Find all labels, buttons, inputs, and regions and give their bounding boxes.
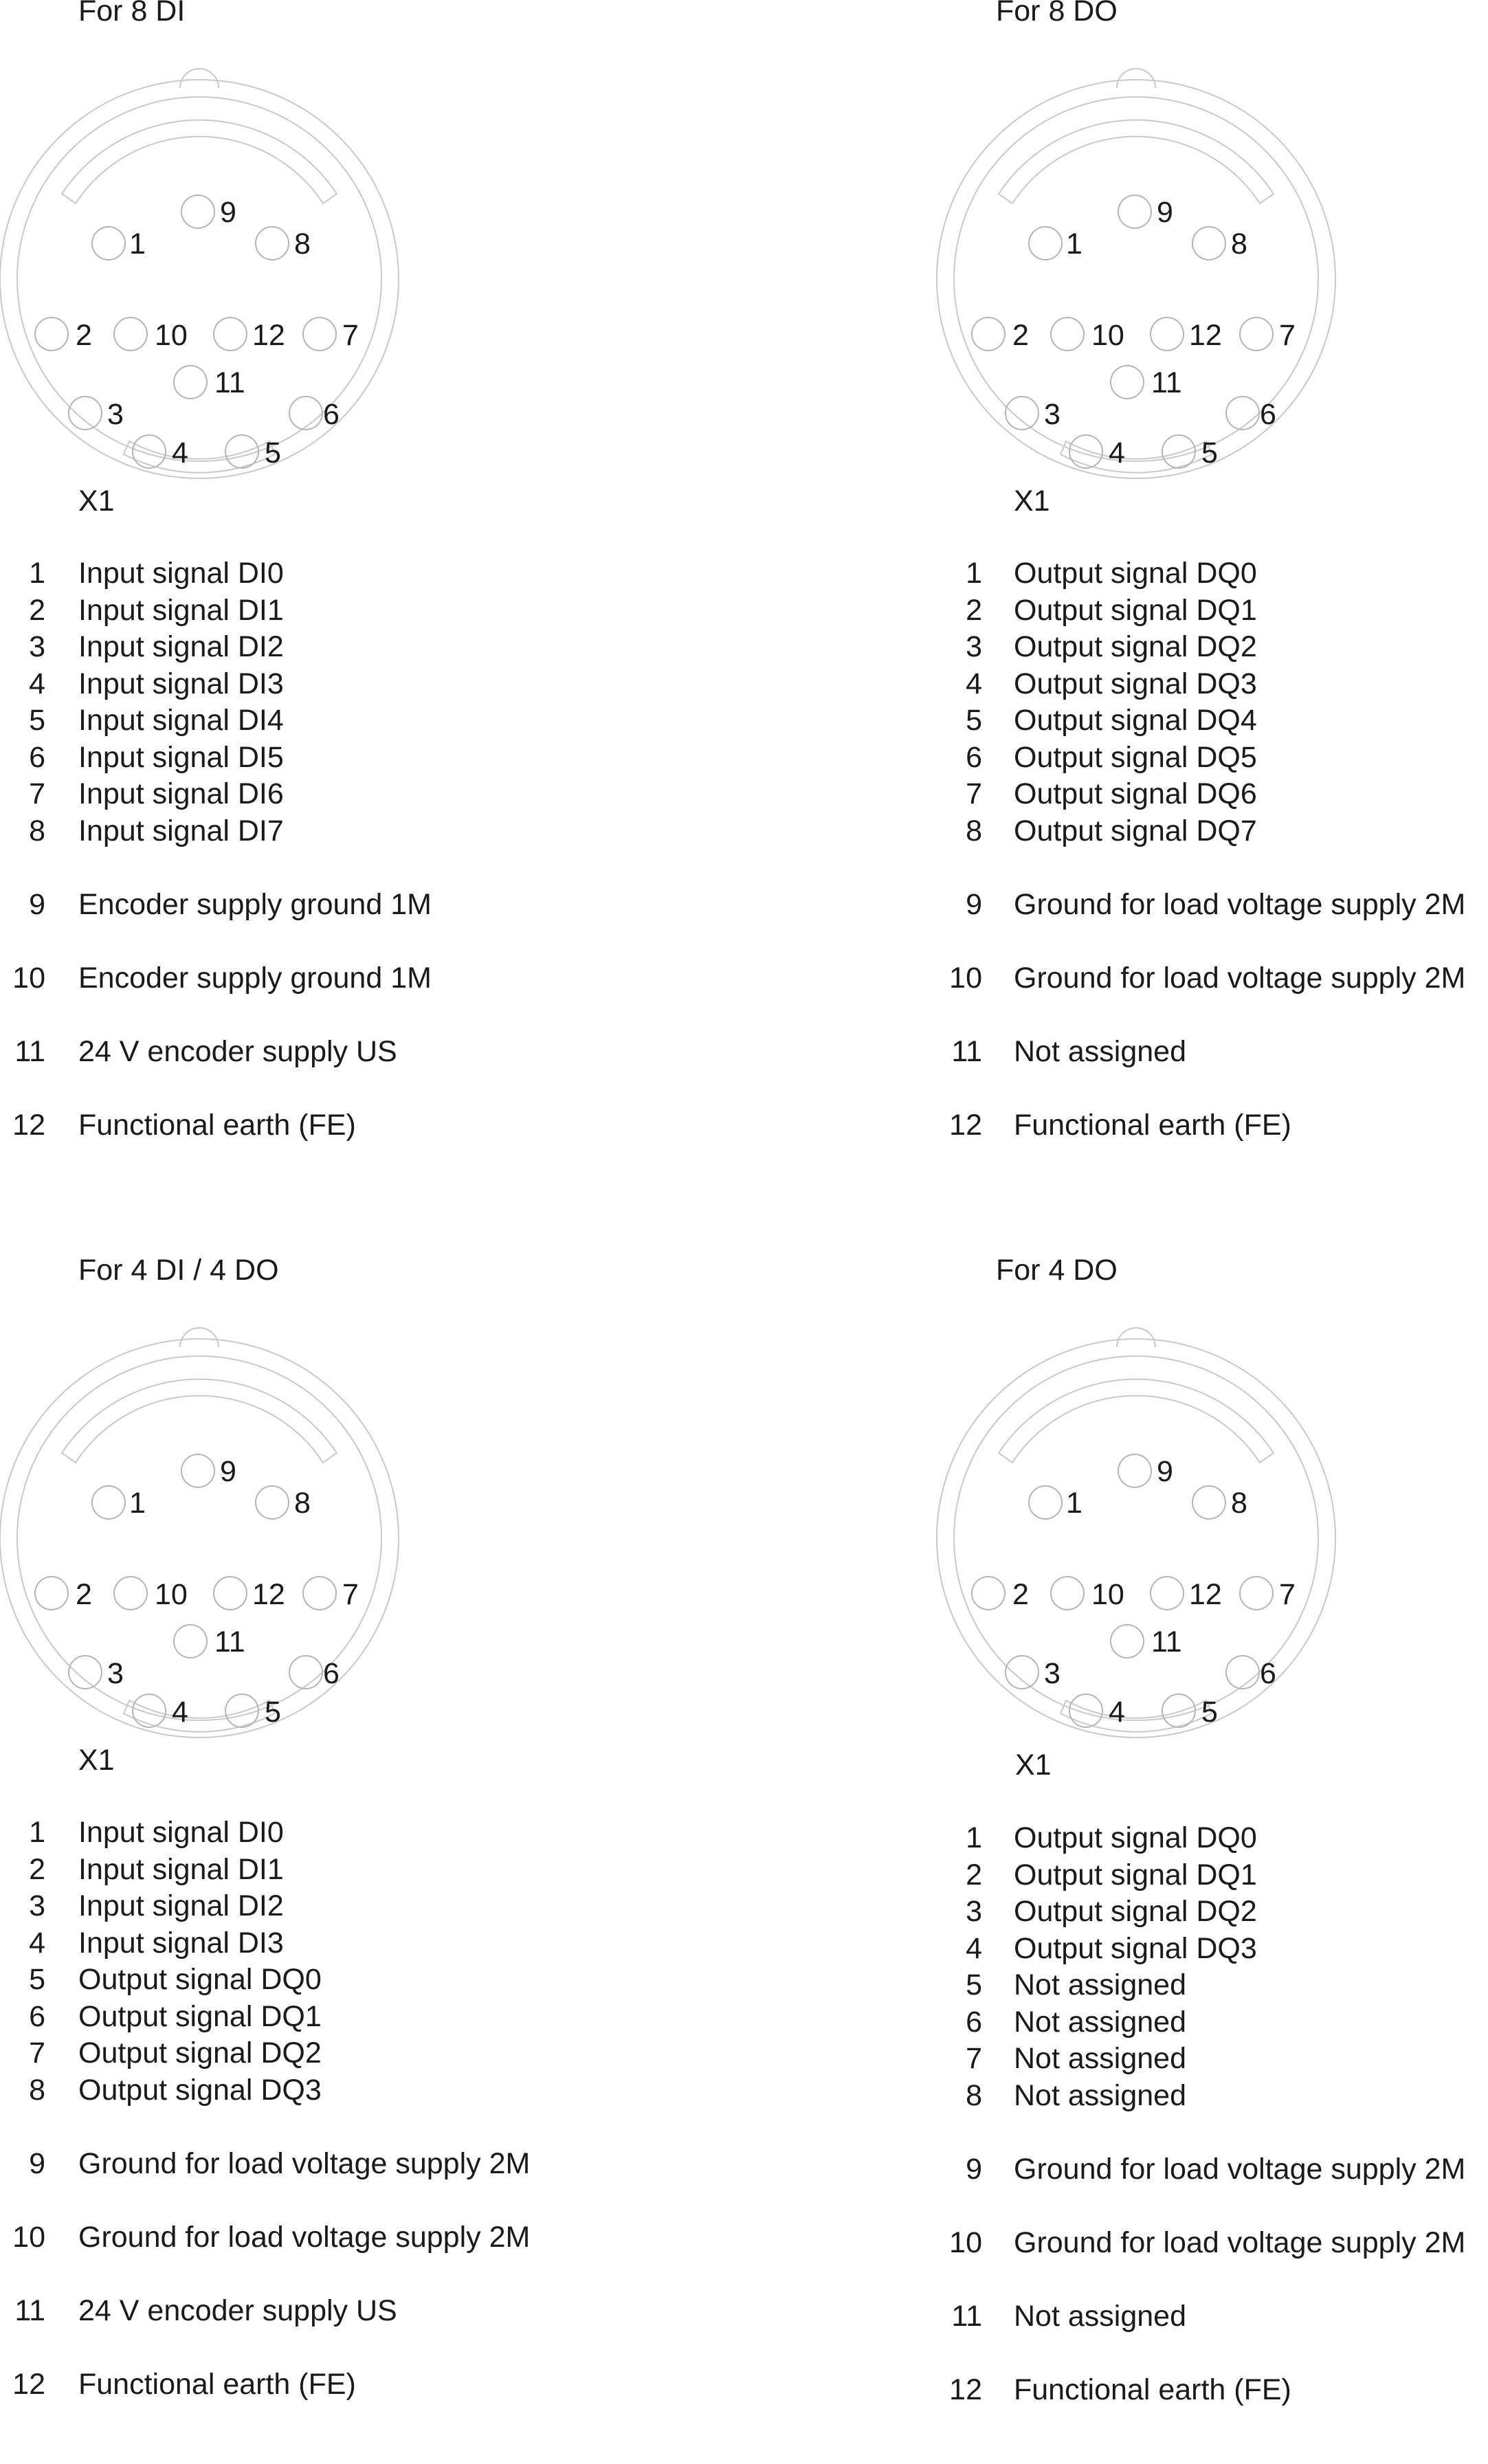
pin-description: Not assigned [1014,2299,1186,2333]
pin-hole-3 [69,397,102,430]
pin-number-label: 1 [129,1487,146,1520]
pin-row [937,1968,1488,2006]
pin-row [0,2147,744,2184]
pin-number: 7 [29,777,45,810]
pin-hole-7 [303,318,336,351]
pin-description: Input signal DI4 [78,704,284,737]
pin-number: 5 [29,1963,45,1996]
pin-number: 1 [29,1816,45,1849]
pin-number-label: 6 [1260,398,1276,431]
pin-hole-11 [174,1625,207,1658]
pin-number: 2 [966,1858,982,1891]
pin-description: Input signal DI7 [78,814,284,847]
pin-row [0,1035,744,1072]
pin-hole-8 [256,227,289,260]
upper-arc-segment [62,1379,337,1463]
pin-number: 7 [966,777,982,810]
pin-description: Not assigned [1014,1968,1186,2001]
pin-number-label: 3 [107,1657,124,1690]
pin-row [0,557,744,594]
pin-number: 3 [966,1895,982,1928]
panel-title: For 4 DO [996,1254,1118,1287]
pin-number: 10 [12,2220,45,2254]
pin-assignment-list [937,1821,1488,2410]
pin-number-label: 1 [1066,227,1082,260]
pin-description: Encoder supply ground 1M [78,887,432,921]
pin-hole-2 [35,1577,68,1610]
pin-description: Output signal DQ1 [78,1999,322,2033]
pin-number: 4 [966,1931,982,1965]
coding-key-notch [180,1328,219,1347]
pin-row [937,1932,1488,1969]
pin-row [0,594,744,631]
pin-hole-5 [1162,1694,1195,1727]
pin-number: 12 [12,1108,45,1142]
pin-number-label: 5 [1201,436,1218,469]
pin-number: 11 [951,2299,982,2333]
pin-hole-3 [69,1656,102,1689]
pin-row [937,1858,1488,1896]
connector-face-diagram [937,59,1342,469]
pin-number-label: 9 [1157,1455,1173,1488]
pin-hole-6 [1226,397,1259,430]
pin-row [937,888,1488,925]
pin-number-label: 12 [252,1578,285,1611]
pin-hole-9 [1118,1454,1151,1487]
pin-hole-4 [133,1694,166,1727]
pin-row [0,814,744,852]
connector-diagram [0,1318,406,1729]
pin-description: Input signal DI0 [78,1816,284,1849]
pin-number-label: 12 [1189,319,1222,352]
connector-face-diagram [937,1318,1342,1729]
pin-number: 3 [29,630,45,663]
pin-assignment-list [0,557,744,1145]
pin-number-label: 7 [342,1578,359,1611]
connector-designation: X1 [1014,485,1050,518]
pin-hole-3 [1006,1656,1039,1689]
pin-row [937,2373,1488,2410]
pin-number: 6 [966,740,982,774]
pin-number: 11 [951,1034,982,1068]
pin-hole-3 [1006,397,1039,430]
pin-number-label: 10 [1091,1578,1124,1611]
pin-number-label: 8 [1231,227,1247,260]
pin-number-label: 4 [1109,1696,1125,1729]
pin-hole-7 [1240,318,1273,351]
pin-assignment-list [0,1816,744,2404]
connector-designation: X1 [78,1744,115,1777]
pin-number-label: 6 [1260,1657,1276,1690]
pin-number-label: 10 [1091,319,1124,352]
pin-assignment-list [937,557,1488,1145]
pin-number-label: 9 [1157,196,1173,229]
pin-row [937,814,1488,852]
connector-diagram [0,59,406,469]
pin-description: Output signal DQ5 [1014,740,1257,774]
pin-hole-10 [1051,318,1084,351]
pin-description: Output signal DQ2 [1014,630,1257,663]
pin-description: 24 V encoder supply US [78,1034,397,1068]
pin-row [937,704,1488,741]
pin-assignment-panel [0,1254,744,2464]
pin-hole-12 [214,1577,247,1610]
pin-number-label: 12 [252,319,285,352]
pin-number-label: 2 [76,1578,92,1611]
pin-number-label: 7 [1279,319,1296,352]
pin-number-label: 4 [172,1696,188,1729]
pin-hole-1 [1029,227,1062,260]
pin-number-label: 9 [220,1455,236,1488]
connector-diagram [937,59,1342,469]
pin-number-label: 10 [155,319,188,352]
pin-row [937,2300,1488,2337]
pin-number: 1 [29,557,45,590]
pin-description: Input signal DI1 [78,1852,284,1886]
coding-key-notch [1117,1328,1155,1347]
pin-number: 4 [29,667,45,700]
pin-row [0,1109,744,1146]
connector-face-diagram [0,59,406,469]
pin-hole-9 [181,1454,214,1487]
pin-hole-7 [303,1577,336,1610]
pin-number: 12 [949,2373,982,2406]
pin-description: Output signal DQ0 [1014,1821,1257,1854]
pin-row [0,741,744,778]
pin-row [937,594,1488,631]
pin-description: Output signal DQ2 [1014,1895,1257,1928]
pin-hole-2 [972,318,1005,351]
coding-key-notch [1117,69,1155,88]
pin-row [0,1963,744,2000]
pin-hole-4 [133,435,166,468]
pin-hole-10 [1051,1577,1084,1610]
pin-description: Not assigned [1014,2042,1186,2075]
pin-description: Input signal DI2 [78,630,284,663]
pin-row [0,704,744,741]
pin-row [937,2079,1488,2116]
pin-row [0,2368,744,2405]
pin-number-label: 3 [1044,398,1061,431]
pin-row [937,777,1488,814]
pin-hole-2 [35,318,68,351]
pin-description: Input signal DI0 [78,557,284,590]
pin-row [0,2221,744,2258]
pin-description: Input signal DI2 [78,1889,284,1922]
pin-number-label: 11 [214,1625,245,1658]
pin-number: 9 [29,887,45,921]
pin-hole-4 [1069,435,1102,468]
pin-description: Input signal DI5 [78,740,284,774]
pin-number-label: 2 [76,319,92,352]
pin-assignment-panel [937,0,1488,1205]
pin-row [937,1895,1488,1932]
pin-description: Ground for load voltage supply 2M [1014,961,1466,995]
pin-number: 2 [966,593,982,627]
pin-description: Output signal DQ1 [1014,1858,1257,1891]
pin-row [937,1821,1488,1858]
pin-number: 10 [949,961,982,995]
pin-number: 7 [29,2036,45,2069]
pin-number: 6 [29,740,45,774]
pin-description: Not assigned [1014,2005,1186,2039]
pin-number: 2 [29,593,45,627]
pin-row [937,2226,1488,2263]
pin-hole-11 [1111,366,1144,399]
pin-number-label: 1 [129,227,146,260]
connector-designation: X1 [1015,1749,1052,1782]
pin-row [937,557,1488,594]
pin-number: 12 [949,1108,982,1142]
pin-description: Output signal DQ3 [78,2073,322,2107]
pin-description: Input signal DI3 [78,667,284,700]
pin-hole-5 [225,1694,258,1727]
pin-number: 8 [29,2073,45,2107]
pin-number: 1 [966,1821,982,1854]
pin-description: Output signal DQ1 [1014,593,1257,627]
pin-number-label: 5 [265,436,281,469]
pin-number: 2 [29,1852,45,1886]
pin-number: 3 [29,1889,45,1922]
pin-number: 5 [29,704,45,737]
pin-row [937,667,1488,704]
pin-number-label: 6 [323,398,340,431]
pin-number-label: 11 [1151,1625,1182,1658]
pin-number: 4 [29,1926,45,1960]
pin-number-label: 8 [294,227,311,260]
pin-number-label: 4 [1109,436,1125,469]
pin-hole-1 [92,1486,125,1519]
pin-row [937,630,1488,667]
pin-row [0,667,744,704]
pin-number-label: 12 [1189,1578,1222,1611]
pin-hole-1 [1029,1486,1062,1519]
pin-number: 11 [14,2294,45,2327]
pin-hole-12 [1151,318,1184,351]
pin-description: Output signal DQ0 [1014,557,1257,590]
pin-number: 5 [966,1968,982,2001]
pin-number-label: 9 [220,196,236,229]
pin-number: 3 [966,630,982,663]
pin-row [0,962,744,999]
pin-hole-2 [972,1577,1005,1610]
pin-description: Functional earth (FE) [1014,1108,1291,1142]
pin-number: 8 [29,814,45,847]
pin-description: Output signal DQ3 [1014,1931,1257,1965]
pin-assignment-panel [0,0,744,1205]
panel-title: For 8 DO [996,0,1118,27]
pin-number-label: 11 [1151,366,1182,399]
pin-description: Functional earth (FE) [78,2367,356,2401]
pin-number-label: 1 [1066,1487,1082,1520]
upper-arc-segment [62,120,337,203]
pin-number-label: 10 [155,1578,188,1611]
pin-description: Output signal DQ6 [1014,777,1257,810]
panel-title: For 8 DI [78,0,186,27]
pin-hole-11 [1111,1625,1144,1658]
pin-number: 4 [966,667,982,700]
pin-number-label: 7 [1279,1578,1296,1611]
pin-row [0,1816,744,1853]
pin-description: Ground for load voltage supply 2M [78,2146,531,2180]
pin-description: Input signal DI1 [78,593,284,627]
pin-row [0,630,744,667]
pin-description: Output signal DQ7 [1014,814,1257,847]
pin-hole-6 [289,1656,322,1689]
pin-number: 7 [966,2042,982,2075]
pin-row [937,741,1488,778]
pin-row [937,2153,1488,2190]
pin-hole-11 [174,366,207,399]
pin-row [937,962,1488,999]
pin-description: Output signal DQ0 [78,1963,322,1996]
pin-description: Output signal DQ4 [1014,704,1257,737]
pin-number-label: 5 [265,1696,281,1729]
pin-row [0,1853,744,1890]
pin-number: 6 [966,2005,982,2039]
pin-number-label: 8 [294,1487,311,1520]
pin-description: Ground for load voltage supply 2M [78,2220,531,2254]
pin-row [937,2042,1488,2079]
pin-number-label: 11 [214,366,245,399]
pin-row [0,1927,744,1964]
pin-hole-12 [1151,1577,1184,1610]
pin-hole-6 [289,397,322,430]
pin-description: Ground for load voltage supply 2M [1014,2152,1466,2186]
pin-description: Ground for load voltage supply 2M [1014,887,1466,921]
pin-description: 24 V encoder supply US [78,2294,397,2327]
pin-description: Input signal DI6 [78,777,284,810]
pin-description: Encoder supply ground 1M [78,961,432,995]
pin-description: Ground for load voltage supply 2M [1014,2226,1466,2259]
pin-row [937,1035,1488,1072]
pin-number: 10 [12,961,45,995]
pin-number: 8 [966,2078,982,2112]
upper-arc-segment [999,120,1274,203]
pin-description: Output signal DQ3 [1014,667,1257,700]
pin-hole-9 [181,195,214,228]
pin-hole-5 [1162,435,1195,468]
pin-hole-8 [1192,227,1225,260]
connector-face-diagram [0,1318,406,1729]
pin-number-label: 6 [323,1657,340,1690]
pin-hole-8 [256,1486,289,1519]
pin-hole-6 [1226,1656,1259,1689]
pin-number-label: 7 [342,319,359,352]
pin-number-label: 2 [1012,319,1029,352]
pin-hole-4 [1069,1694,1102,1727]
pin-row [937,1109,1488,1146]
pin-hole-10 [114,1577,147,1610]
pin-row [0,2074,744,2111]
pin-number: 10 [949,2226,982,2259]
pin-description: Not assigned [1014,1034,1186,1068]
pin-number: 5 [966,704,982,737]
pin-hole-9 [1118,195,1151,228]
pin-assignment-panel [937,1254,1488,2464]
pin-row [0,888,744,925]
pin-hole-5 [225,435,258,468]
pin-number-label: 4 [172,436,188,469]
pin-row [0,2294,744,2331]
pin-number-label: 8 [1231,1487,1247,1520]
coding-key-notch [180,69,219,88]
pin-hole-8 [1192,1486,1225,1519]
pin-description: Not assigned [1014,2078,1186,2112]
pin-number: 6 [29,1999,45,2033]
pin-row [0,2036,744,2074]
pin-description: Functional earth (FE) [1014,2373,1291,2406]
pin-row [0,1889,744,1927]
pin-number: 8 [966,814,982,847]
pin-number: 1 [966,557,982,590]
pin-number-label: 3 [1044,1657,1061,1690]
pin-description: Output signal DQ2 [78,2036,322,2069]
pin-description: Input signal DI3 [78,1926,284,1960]
pin-number: 9 [29,2146,45,2180]
connector-diagram [937,1318,1342,1729]
pin-description: Functional earth (FE) [78,1108,356,1142]
pin-row [937,2006,1488,2043]
pin-hole-12 [214,318,247,351]
connector-designation: X1 [78,485,115,518]
pin-row [0,2000,744,2037]
pin-row [0,777,744,814]
pin-number-label: 3 [107,398,124,431]
pin-number-label: 5 [1201,1696,1218,1729]
pin-number: 11 [14,1034,45,1068]
pin-number: 9 [966,887,982,921]
pin-hole-7 [1240,1577,1273,1610]
pin-number: 9 [966,2152,982,2186]
upper-arc-segment [999,1379,1274,1463]
pin-hole-10 [114,318,147,351]
pin-number-label: 2 [1012,1578,1029,1611]
pin-number: 12 [12,2367,45,2401]
pin-hole-1 [92,227,125,260]
panel-title: For 4 DI / 4 DO [78,1254,279,1287]
